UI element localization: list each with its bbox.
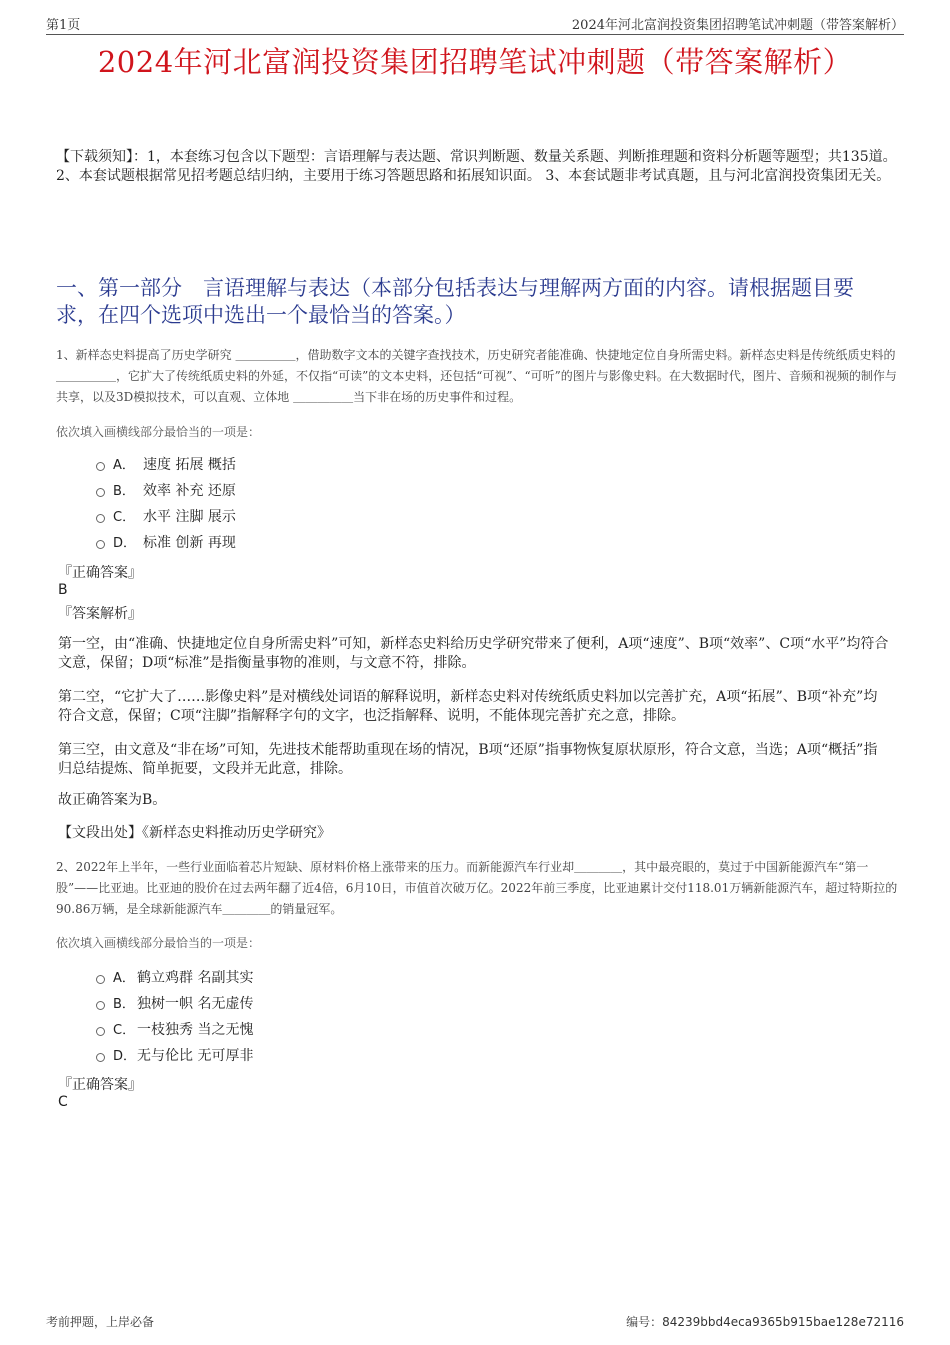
- document-title: 2024年河北富润投资集团招聘笔试冲刺题（带答案解析）: [97, 45, 853, 79]
- radio-icon[interactable]: [96, 514, 105, 523]
- option-d[interactable]: D．无与伦比 无可厚非: [96, 1043, 253, 1069]
- radio-icon[interactable]: [96, 1053, 105, 1062]
- radio-icon[interactable]: [96, 1001, 105, 1010]
- section-title: 一、第一部分 言语理解与表达（本部分包括表达与理解两方面的内容。请根据题目要求，在四个选项中选出一个最恰当的答案。）: [56, 276, 854, 327]
- radio-icon[interactable]: [96, 488, 105, 497]
- analysis-label: 『答案解析』: [58, 606, 142, 622]
- question-1-hint: 依次填入画横线部分最恰当的一项是：: [56, 425, 261, 439]
- option-text: 标准 创新 再现: [143, 535, 236, 551]
- option-text: 鹤立鸡群 名副其实: [137, 970, 254, 986]
- analysis-paragraph-3: 第三空，由文意及“非在场”可知，先进技术能帮助重现在场的情况，B项“还原”指事物恢复原状原形，符合文意，当选；A项“概括”指归总结提炼、简单扼要，文段并无此意，排除。: [58, 742, 878, 777]
- radio-icon[interactable]: [96, 462, 105, 471]
- page-header: [46, 14, 904, 35]
- correct-answer-label: 『正确答案』: [58, 1077, 142, 1093]
- download-notice: 【下载须知】：1，本套练习包含以下题型：言语理解与表达题、常识判断题、数量关系题、判断推理题和资料分析题等题型；共135道。 2、本套试题根据常见招考题总结归纳，主要用于练习答题思路和拓展知识面。 3、本套试题非考试真题，且与河北富润投资集团无关。: [56, 149, 897, 184]
- question-2-text: 2、2022年上半年，一些行业面临着芯片短缺、原材料价格上涨带来的压力。而新能源汽车行业却＿＿＿＿，其中最亮眼的，莫过于中国新能源汽车“第一股”——比亚迪。比亚迪的股价在过去两年翻了近4倍，6月10日，市值首次破万亿。2022年前三季度，比亚迪累计交付118.01万辆新能源汽车，超过特斯拉的90.86万辆，是全球新能源汽车＿＿＿＿的销量冠军。: [56, 860, 898, 916]
- analysis-conclusion: 故正确答案为B。: [58, 792, 167, 808]
- option-text: 独树一帜 名无虚传: [137, 996, 254, 1012]
- question-2-options: [96, 965, 253, 1069]
- option-text: 速度 拓展 概括: [143, 457, 236, 473]
- option-c[interactable]: C． 水平 注脚 展示: [96, 504, 236, 530]
- code-value: 84239bbd4eca9365b915bae128e72116: [662, 1315, 904, 1329]
- option-b[interactable]: B． 独树一帜 名无虚传: [96, 991, 253, 1017]
- footer-slogan: 考前押题，上岸必备: [46, 1315, 155, 1329]
- option-d[interactable]: D． 标准 创新 再现: [96, 530, 236, 556]
- analysis-paragraph-1: 第一空，由“准确、快捷地定位自身所需史料”可知，新样态史料给历史学研究带来了便利，A项“速度”、B项“效率”、C项“水平”均符合文意，保留；D项“标准”是指衡量事物的准则，与文意不符，排除。: [58, 636, 889, 671]
- option-b[interactable]: B． 效率 补充 还原: [96, 478, 236, 504]
- option-a[interactable]: A． 鹤立鸡群 名副其实: [96, 965, 253, 991]
- text-source: 【文段出处】《新样态史料推动历史学研究》: [58, 825, 331, 841]
- radio-icon[interactable]: [96, 975, 105, 984]
- header-doc-title: 2024年河北富润投资集团招聘笔试冲刺题（带答案解析）: [571, 18, 904, 33]
- correct-answer: C: [58, 1094, 68, 1110]
- footer-code: [626, 1313, 904, 1330]
- page-number: 第1页: [46, 18, 81, 33]
- correct-answer-label: 『正确答案』: [58, 565, 142, 581]
- question-2-hint: 依次填入画横线部分最恰当的一项是：: [56, 936, 261, 950]
- question-1-options: [96, 452, 236, 556]
- code-label: 编号：: [626, 1315, 663, 1329]
- correct-answer: B: [58, 582, 68, 598]
- option-c[interactable]: C． 一枝独秀 当之无愧: [96, 1017, 253, 1043]
- option-text: 一枝独秀 当之无愧: [137, 1022, 254, 1038]
- option-text: 效率 补充 还原: [143, 483, 236, 499]
- option-text: 无与伦比 无可厚非: [137, 1048, 254, 1064]
- radio-icon[interactable]: [96, 1027, 105, 1036]
- option-a[interactable]: A． 速度 拓展 概括: [96, 452, 236, 478]
- option-text: 水平 注脚 展示: [143, 509, 236, 525]
- analysis-paragraph-2: 第二空，“它扩大了……影像史料”是对横线处词语的解释说明，新样态史料对传统纸质史料加以完善扩充，A项“拓展”、B项“补充”均符合文意，保留；C项“注脚”指解释字句的文字，也泛指解释、说明，不能体现完善扩充之意，排除。: [58, 689, 878, 724]
- radio-icon[interactable]: [96, 540, 105, 549]
- question-1-text: 1、新样态史料提高了历史学研究 ＿＿＿＿＿，借助数字文本的关键字查找技术，历史研究者能准确、快捷地定位自身所需史料。新样态史料是传统纸质史料的 ＿＿＿＿＿，它扩大了传统纸质史料的外延，不仅指“可读”的文本史料，还包括“可视”、“可听”的图片与影像史料。在大数据时代，图片、音频和视频的制作与共享，以及3D模拟技术，可以直观、立体地 ＿＿＿＿＿当下非在场的历史事件和过程。: [56, 348, 897, 404]
